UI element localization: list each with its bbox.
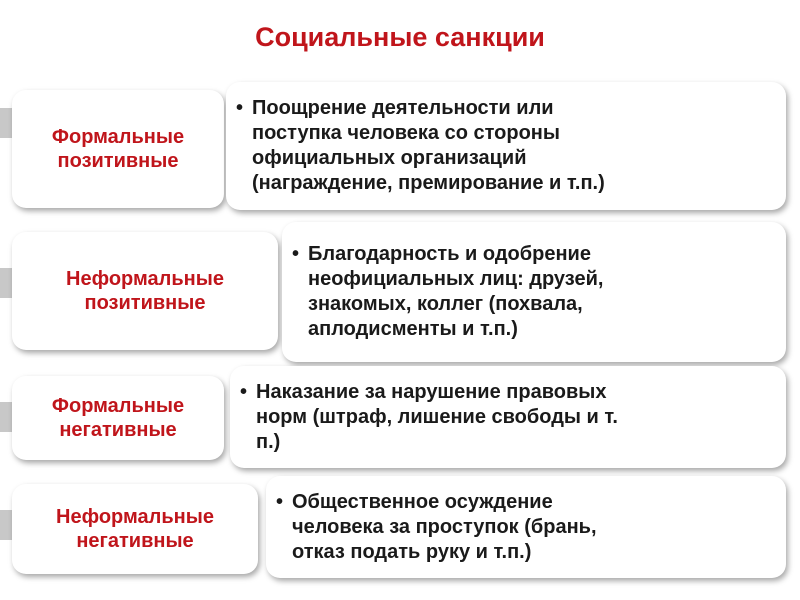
description-line: отказ подать руку и т.п.) [292, 540, 532, 563]
bullet-icon: • [236, 97, 244, 119]
sanction-description-formal-negative [230, 366, 786, 468]
bullet-icon: • [240, 380, 248, 403]
label-line: негативные [76, 530, 194, 552]
bullet-icon: • [292, 243, 300, 265]
diagram-title: Социальные санкции [255, 22, 545, 52]
description-line: (награждение, премирование и т.п.) [252, 172, 605, 194]
edge-bar [0, 510, 12, 540]
edge-bar [0, 108, 12, 138]
sanction-description-informal-negative [266, 476, 786, 578]
label-line: Формальные [51, 126, 185, 148]
sanction-label-informal-negative [12, 484, 258, 574]
label-line: Формальные [51, 395, 185, 417]
label-line: Неформальные [66, 268, 224, 290]
sanction-label-informal-positive [12, 232, 278, 350]
description-line: Поощрение деятельности или [252, 97, 554, 119]
description-line: неофициальных лиц: друзей, [308, 268, 604, 290]
edge-bar [0, 402, 12, 432]
sanction-description-informal-positive [282, 222, 786, 362]
description-line: Общественное осуждение [292, 490, 553, 513]
sanction-description-formal-positive [226, 82, 786, 210]
sanction-label-formal-positive [12, 90, 224, 208]
description-line: Наказание за нарушение правовых [256, 380, 607, 403]
label-line: позитивные [84, 292, 206, 314]
description-line: Благодарность и одобрение [308, 243, 591, 265]
description-line: норм (штраф, лишение свободы и т. [256, 405, 618, 428]
sanction-label-formal-negative [12, 376, 224, 460]
label-line: негативные [59, 419, 177, 441]
description-line: аплодисменты и т.п.) [308, 318, 518, 340]
description-line: человека за проступок (брань, [292, 515, 597, 538]
edge-bar [0, 268, 12, 298]
description-line: официальных организаций [252, 147, 527, 169]
bullet-icon: • [276, 490, 284, 513]
label-line: Неформальные [56, 506, 214, 528]
description-line: поступка человека со стороны [252, 122, 560, 144]
description-line: п.) [256, 430, 281, 453]
description-line: знакомых, коллег (похвала, [308, 293, 583, 315]
label-line: позитивные [57, 150, 179, 172]
